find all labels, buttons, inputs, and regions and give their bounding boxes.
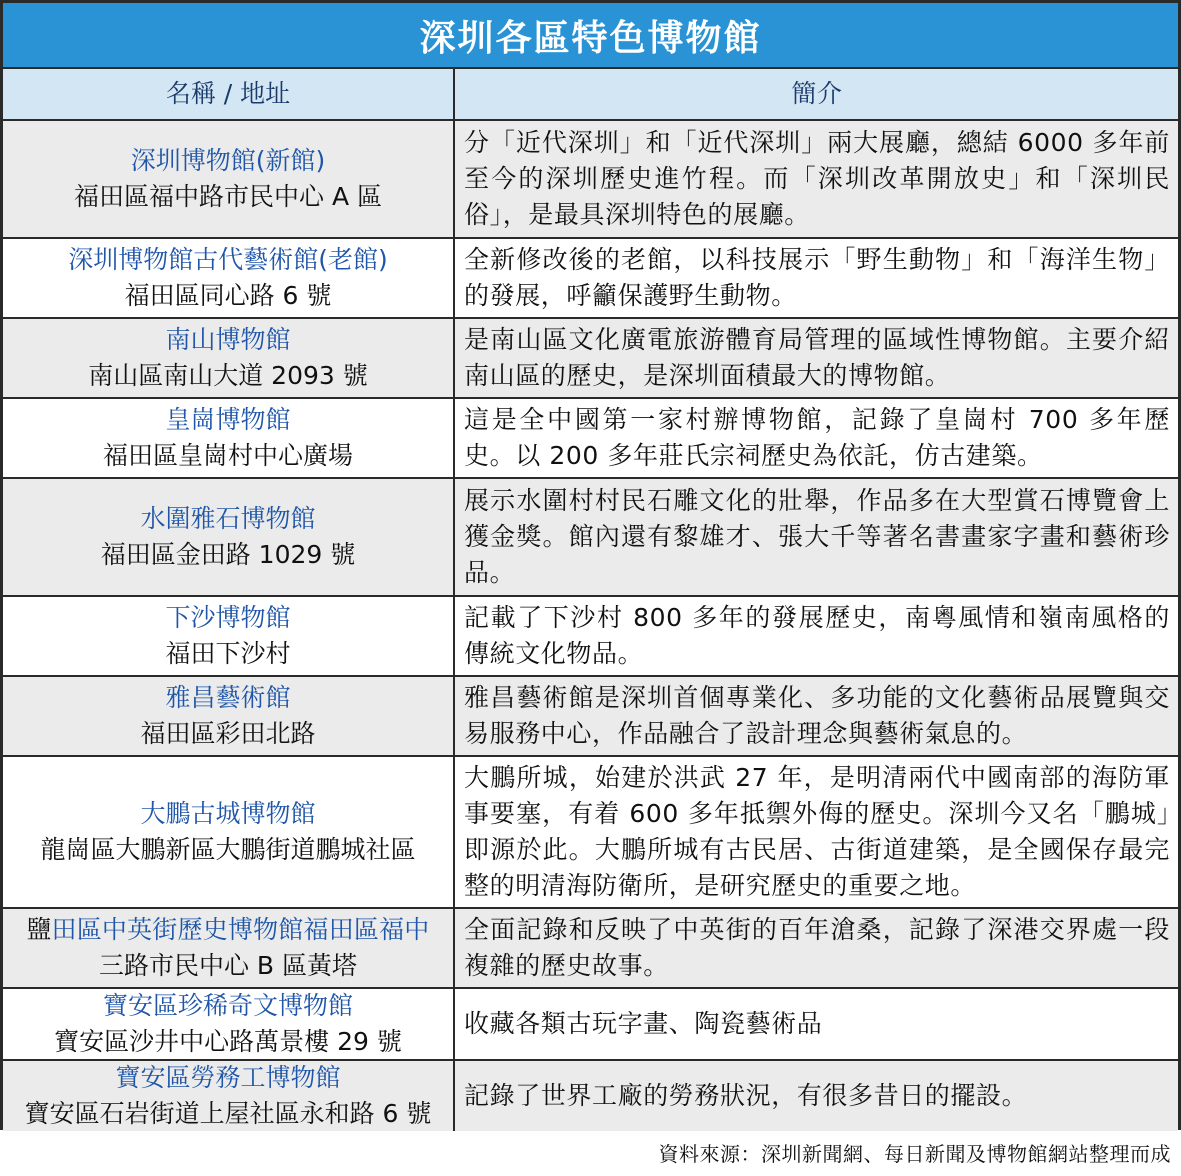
- museum-name-address: [3, 121, 455, 237]
- museum-name-address: [3, 479, 455, 595]
- museum-description: 收藏各類古玩字畫、陶瓷藝術品: [464, 1009, 823, 1038]
- header-name-address: 名稱 / 地址: [3, 69, 455, 119]
- museum-address: 福田區金田路 1029 號: [100, 540, 356, 569]
- museum-name-prefix: 鹽: [26, 915, 52, 944]
- museum-description: 這是全中國第一家村辦博物館，記錄了皇崗村 700 多年歷史。以 200 多年莊氏宗祠歷史為依託，仿古建築。: [464, 405, 1170, 470]
- museum-name: 雅昌藝術館: [165, 683, 291, 712]
- museum-name: 大鵬古城博物館: [140, 799, 316, 828]
- table-row: [3, 597, 1178, 677]
- table-row: [3, 479, 1178, 597]
- museum-address: 福田區福中路市民中心 A 區: [74, 182, 382, 211]
- museum-address: 寶安區沙井中心路萬景樓 29 號: [54, 1027, 402, 1056]
- museum-name: 寶安區珍稀奇文博物館: [102, 991, 353, 1020]
- museum-description: 全面記錄和反映了中英街的百年滄桑，記錄了深港交界處一段複雜的歷史故事。: [464, 915, 1170, 980]
- museum-description: 全新修改後的老館，以科技展示「野生動物」和「海洋生物」的發展，呼籲保護野生動物。: [464, 245, 1170, 310]
- museum-address: 寶安區石岩街道上屋社區永和路 6 號: [24, 1099, 432, 1128]
- museum-description: 記載了下沙村 800 多年的發展歷史，南粵風情和嶺南風格的傳統文化物品。: [464, 603, 1170, 668]
- source-note: 資料來源：深圳新聞網、每日新聞及博物館網站整理而成: [658, 1142, 1171, 1166]
- museum-name-address: [3, 677, 455, 755]
- header-description: 簡介: [791, 79, 843, 108]
- table-row: [3, 399, 1178, 479]
- museum-name: 深圳博物館(新館): [130, 146, 326, 175]
- museum-description: 是南山區文化廣電旅游體育局管理的區域性博物館。主要介紹南山區的歷史，是深圳面積最大的博物館。: [464, 325, 1170, 390]
- table-row: [3, 319, 1178, 399]
- museum-name: 水圍雅石博物館: [140, 504, 316, 533]
- museum-name: 深圳博物館古代藝術館(老館): [68, 245, 388, 274]
- museum-name-address: [3, 1061, 455, 1131]
- museum-description: 雅昌藝術館是深圳首個專業化、多功能的文化藝術品展覽與交易服務中心，作品融合了設計理念與藝術氣息的。: [464, 683, 1170, 748]
- museum-description: 展示水圍村村民石雕文化的壯舉，作品多在大型賞石博覽會上獲金獎。館內還有黎雄才、張大千等著名書畫家字畫和藝術珍品。: [464, 486, 1170, 587]
- museum-description: 分「近代深圳」和「近代深圳」兩大展廳，總結 6000 多年前至今的深圳歷史進竹程。而「深圳改革開放史」和「深圳民俗」，是最具深圳特色的展廳。: [464, 128, 1170, 229]
- table-row: [3, 757, 1178, 909]
- table-header-row: [3, 69, 1178, 121]
- museum-address: 南山區南山大道 2093 號: [88, 361, 368, 390]
- table-title: 深圳各區特色博物館: [3, 3, 1178, 69]
- museum-description: 大鵬所城，始建於洪武 27 年，是明清兩代中國南部的海防軍事要塞，有着 600 多年抵禦外侮的歷史。深圳今又名「鵬城」即源於此。大鵬所城有古民居、古街道建築，是全國保存最完整的明清海防衛所，是研究歷史的重要之地。: [464, 763, 1170, 900]
- museum-name-address: [3, 597, 455, 675]
- museum-address: 福田區皇崗村中心廣場: [102, 441, 353, 470]
- museum-name-line: [26, 912, 429, 948]
- museum-name: 下沙博物館: [165, 603, 291, 632]
- museum-name-address: [3, 989, 455, 1059]
- museum-address: 龍崗區大鵬新區大鵬街道鵬城社區: [40, 835, 416, 864]
- museum-address: 福田區彩田北路: [140, 719, 316, 748]
- table-row: [3, 677, 1178, 757]
- table-row: [3, 909, 1178, 989]
- museum-table: [3, 69, 1178, 1131]
- museum-name: 皇崗博物館: [165, 405, 291, 434]
- museum-name-address: [3, 909, 455, 987]
- table-row: [3, 239, 1178, 319]
- museum-address: 福田下沙村: [165, 639, 291, 668]
- museum-name-address: [3, 757, 455, 907]
- table-row: [3, 989, 1178, 1061]
- museum-name: 南山博物館: [165, 325, 291, 354]
- museum-address: 三路市民中心 B 區黃塔: [98, 951, 358, 980]
- museum-name-address: [3, 399, 455, 477]
- museum-name-address: [3, 319, 455, 397]
- museum-description: 記錄了世界工廠的勞務狀況，有很多昔日的擺設。: [464, 1081, 1028, 1110]
- museum-name: 田區中英街歷史博物館福田區福中: [51, 915, 430, 944]
- museum-name: 寶安區勞務工博物館: [115, 1063, 341, 1092]
- museum-name-address: [3, 239, 455, 317]
- table-row: [3, 121, 1178, 239]
- table-row: [3, 1061, 1178, 1131]
- museum-address: 福田區同心路 6 號: [124, 281, 332, 310]
